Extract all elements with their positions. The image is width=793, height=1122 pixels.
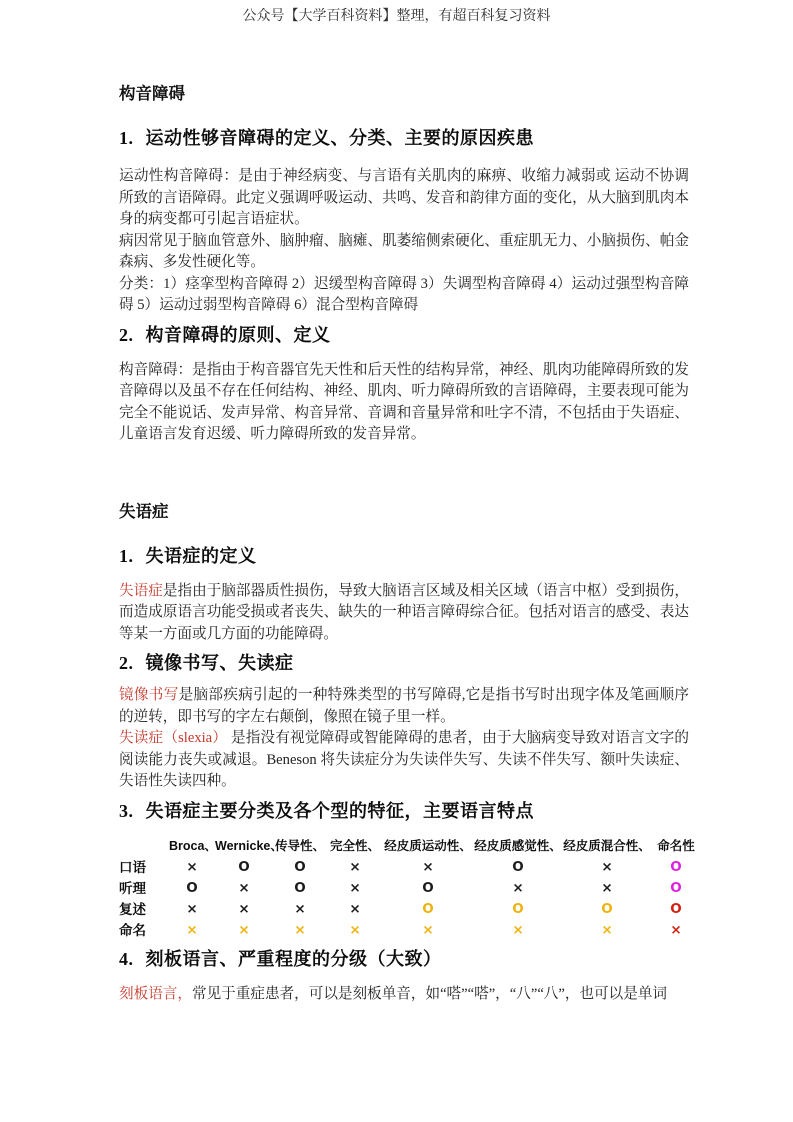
symbol-o-mark: O (670, 900, 682, 917)
symbol-x-mark: × (349, 879, 361, 896)
symbol-x-mark: × (238, 879, 250, 896)
term-alexia: 失读症（slexia） (119, 730, 228, 746)
symbol-x-mark: × (238, 900, 250, 917)
paragraph-text: 常见于重症患者，可以是刻板单音，如“嗒”“嗒”，“八”“八”，也可以是单词 (191, 985, 668, 1002)
heading-aphasia-classification (119, 798, 689, 824)
symbol-o-mark: O (186, 879, 198, 896)
symbol-x-mark: × (512, 921, 524, 938)
heading-text: 运动性够音障碍的定义、分类、主要的原因疾患 (145, 128, 534, 148)
symbol-o-mark: O (294, 858, 306, 875)
heading-number: 2. (119, 324, 134, 345)
heading-number: 3. (119, 800, 134, 821)
table-column-header: Broca、 (169, 838, 217, 853)
heading-text: 失语症主要分类及各个型的特征，主要语言特点 (145, 800, 534, 821)
heading-number: 4. (119, 948, 134, 969)
paragraph-dysarthria-definition: 构音障碍：是指由于构音器官先天性和后天性的结构异常，神经、肌肉功能障碍所致的发音障碍以及虽不存在任何结构、神经、肌肉、听力障碍所致的言语障碍，主要表现可能为完全不能说话、发声异常、构音异常、音调和音量异常和吐字不清，不包括由于失语症、儿童语言发育迟缓、听力障碍所致的发音异常。 (119, 361, 689, 442)
heading-text: 镜像书写、失读症 (145, 653, 294, 673)
heading-dysarthria-principles (119, 322, 689, 348)
symbol-o-mark: O (601, 900, 613, 917)
heading-text: 刻板语言、严重程度的分级（大致） (145, 948, 442, 969)
section-title-dysarthria: 构音障碍 (119, 85, 185, 103)
term-aphasia: 失语症 (119, 582, 163, 599)
table-column-header: 传导性、 (274, 838, 325, 853)
heading-number: 1. (119, 545, 134, 566)
table-column-header: 经皮质混合性、 (563, 838, 651, 853)
heading-number: 1. (119, 128, 134, 148)
table-column-header: 命名性 (657, 838, 695, 853)
heading-number: 2. (119, 653, 134, 673)
table-row-label: 听理 (119, 880, 146, 896)
symbol-x-mark: × (186, 921, 198, 938)
heading-aphasia-definition (119, 543, 689, 569)
symbol-x-mark: × (512, 879, 524, 896)
symbol-x-mark: × (422, 858, 434, 875)
symbol-x-mark: × (186, 858, 198, 875)
section-title-aphasia: 失语症 (119, 502, 169, 521)
paragraph-text: 是指由于脑部器质性损伤，导致大脑语言区域及相关区域（语言中枢）受到损伤，而造成原语言功能受损或者丧失、缺失的一种语言障碍综合征。包括对语言的感受、表达等某一方面或几方面的功能障碍。 (119, 582, 689, 642)
symbol-o-mark: O (670, 879, 682, 896)
symbol-x-mark: × (601, 879, 613, 896)
paragraph-mirror-writing (119, 685, 689, 728)
heading-text: 失语症的定义 (145, 545, 257, 566)
symbol-x-mark: × (601, 921, 613, 938)
table-column-header: 经皮质感觉性、 (474, 838, 562, 853)
term-mirror-writing: 镜像书写 (119, 687, 179, 703)
symbol-o-mark: O (294, 879, 306, 896)
symbol-o-mark: O (670, 858, 682, 875)
symbol-o-mark: O (238, 858, 250, 875)
term-stereotyped-language: 刻板语言， (119, 985, 192, 1002)
symbol-x-mark: × (294, 921, 306, 938)
symbol-o-mark: O (512, 900, 524, 917)
table-row-label: 命名 (119, 922, 146, 938)
symbol-x-mark: × (601, 858, 613, 875)
paragraph-alexia (119, 728, 689, 793)
symbol-o-mark: O (422, 879, 434, 896)
table-column-header: 完全性、 (329, 838, 380, 853)
table-row-label: 复述 (119, 901, 146, 917)
heading-stereotyped-language (119, 946, 689, 972)
symbol-x-mark: × (422, 921, 434, 938)
table-row-label: 口语 (119, 859, 146, 875)
heading-mirror-writing-alexia (119, 650, 689, 676)
paragraph-stereotyped-language (119, 984, 689, 1006)
symbol-x-mark: × (670, 921, 682, 938)
page-header-banner: 公众号【大学百科资料】整理，有超百科复习资料 (242, 9, 551, 24)
symbol-x-mark: × (349, 900, 361, 917)
paragraph-motor-dysarthria-definition: 运动性构音障碍：是由于神经病变、与言语有关肌肉的麻痹、收缩力减弱或 运动不协调所致的言语障碍。此定义强调呼吸运动、共鸣、发音和韵律方面的变化，从大脑到肌肉本身的病变都可引起言语症状。 (119, 168, 689, 227)
table-column-header: 经皮质运动性、 (384, 838, 472, 853)
table-column-header: Wernicke、 (215, 838, 283, 853)
paragraph-aphasia-definition (119, 581, 689, 646)
aphasia-feature-table (119, 836, 695, 941)
paragraph-text: 是指没有视觉障碍或智能障碍的患者，由于大脑病变导致对语言文字的阅读能力丧失或减退。Beneson 将失读症分为失读伴失写、失读不伴失写、额叶失读症、失语性失读四种。 (119, 730, 689, 789)
symbol-o-mark: O (512, 858, 524, 875)
document-content (0, 84, 793, 1005)
paragraph-dysarthria-classification: 分类：1）痉挛型构音障碍 2）迟缓型构音障碍 3）失调型构音障碍 4）运动过强型构音障碍 5）运动过弱型构音障碍 6）混合型构音障碍 (119, 275, 689, 313)
symbol-x-mark: × (238, 921, 250, 938)
symbol-x-mark: × (294, 900, 306, 917)
heading-dysarthria-definition (119, 125, 689, 151)
symbol-x-mark: × (349, 858, 361, 875)
table-corner-cell (119, 836, 169, 857)
symbol-x-mark: × (186, 900, 198, 917)
paragraph-dysarthria-causes: 病因常见于脑血管意外、脑肿瘤、脑瘫、肌萎缩侧索硬化、重症肌无力、小脑损伤、帕金森病、多发性硬化等。 (119, 232, 689, 270)
paragraph-text: 是脑部疾病引起的一种特殊类型的书写障碍,它是指书写时出现字体及笔画顺序的逆转，即书写的字左右颠倒，像照在镜子里一样。 (119, 687, 689, 725)
symbol-x-mark: × (349, 921, 361, 938)
heading-text: 构音障碍的原则、定义 (145, 324, 331, 345)
symbol-o-mark: O (422, 900, 434, 917)
